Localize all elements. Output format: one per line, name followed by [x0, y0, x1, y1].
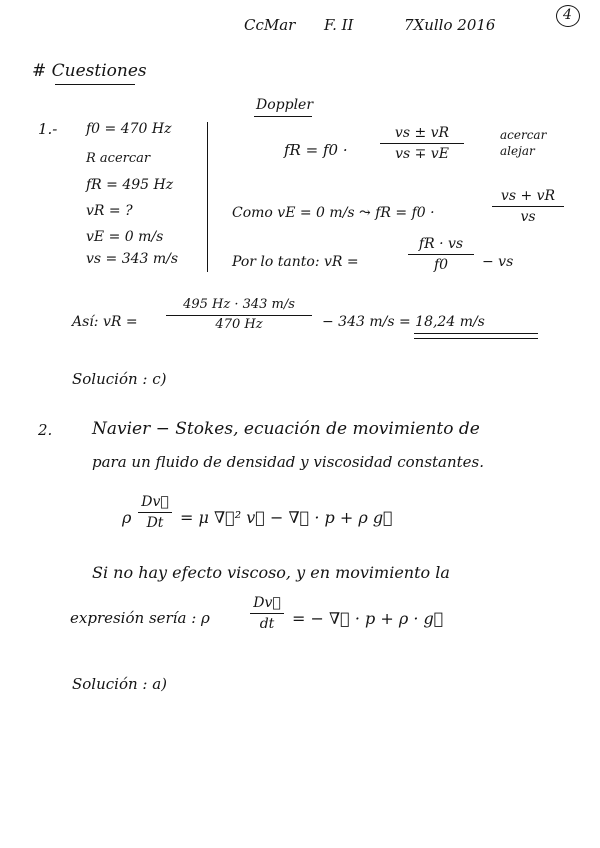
portanto-numerator: fR · vs — [418, 236, 464, 252]
portanto-bar — [408, 254, 474, 255]
navier-stokes-fraction — [138, 494, 172, 531]
doppler-heading-underline — [254, 116, 312, 117]
como-fraction — [492, 188, 564, 225]
q2-solution: Solución : a) — [72, 675, 168, 693]
doppler-formula-bar — [380, 143, 464, 144]
asi-numerator: 495 Hz · 343 m/s — [183, 297, 295, 312]
asi-denominator: 470 Hz — [215, 316, 263, 332]
asi-result-underline-2 — [414, 338, 538, 339]
header-subject: F. II — [324, 16, 354, 34]
doppler-formula-fraction — [380, 125, 464, 162]
asi-bar — [166, 315, 312, 316]
asi-suffix: − 343 m/s = 18,24 m/s — [322, 314, 485, 330]
portanto-fraction — [408, 236, 474, 273]
q2-line2: para un fluido de densidad y viscosidad constantes. — [92, 453, 485, 471]
doppler-formula-lhs: fR = f0 · — [284, 141, 348, 159]
euler-fraction — [250, 595, 284, 632]
section-title: # Cuestiones — [32, 61, 147, 81]
euler-rhs: = − ∇⃗ · p + ρ · g⃗ — [292, 609, 444, 628]
q1-data-r: R acercar — [86, 151, 151, 166]
q1-number: 1.- — [38, 120, 58, 138]
q1-solution: Solución : c) — [72, 370, 167, 388]
q1-data-vs: vs = 343 m/s — [86, 251, 179, 267]
navier-stokes-denominator: Dt — [146, 515, 164, 532]
q2-line4: expresión sería : ρ — [70, 609, 210, 627]
q2-line1: Navier − Stokes, ecuación de movimiento de — [92, 419, 480, 439]
como-numerator: vs + vR — [500, 188, 556, 204]
asi-statement: Así: vR = — [72, 314, 138, 330]
navier-stokes-bar — [138, 512, 172, 513]
doppler-heading: Doppler — [256, 97, 314, 113]
como-bar — [492, 206, 564, 207]
doppler-note-alejar: alejar — [500, 144, 535, 158]
portanto-statement: Por lo tanto: vR = — [232, 254, 359, 270]
q1-data-f0: f0 = 470 Hz — [86, 121, 172, 137]
asi-fraction — [166, 298, 312, 333]
q2-line3: Si no hay efecto viscoso, y en movimiento la — [92, 563, 450, 582]
como-statement: Como vE = 0 m/s ⤳ fR = f0 · — [232, 205, 435, 221]
portanto-suffix: − vs — [482, 254, 514, 270]
euler-denominator: dt — [259, 616, 275, 633]
doppler-formula-numerator: vs ± vR — [394, 125, 450, 141]
euler-numerator: Dv⃗ — [253, 595, 281, 611]
q1-data-vr: vR = ? — [86, 203, 133, 219]
euler-bar — [250, 613, 284, 614]
q2-number: 2. — [38, 421, 53, 439]
q1-data-fr: fR = 495 Hz — [86, 177, 174, 193]
doppler-formula-denominator: vs ∓ vE — [395, 146, 449, 163]
page-number: 4 — [563, 7, 572, 23]
navier-stokes-rho: ρ — [122, 508, 132, 527]
asi-result-underline-1 — [414, 333, 538, 334]
doppler-note-acercar: acercar — [500, 128, 547, 142]
como-denominator: vs — [520, 209, 536, 226]
header-author: CcMar — [244, 16, 296, 34]
q1-data-separator — [207, 122, 208, 272]
q1-data-ve: vE = 0 m/s — [86, 229, 164, 245]
navier-stokes-numerator: Dv⃗ — [141, 494, 169, 510]
section-title-underline — [55, 84, 135, 85]
navier-stokes-rhs: = μ ∇⃗² v⃗ − ∇⃗ · p + ρ g⃗ — [180, 508, 393, 527]
header-date: 7Xullo 2016 — [404, 16, 496, 34]
portanto-denominator: f0 — [433, 257, 449, 274]
